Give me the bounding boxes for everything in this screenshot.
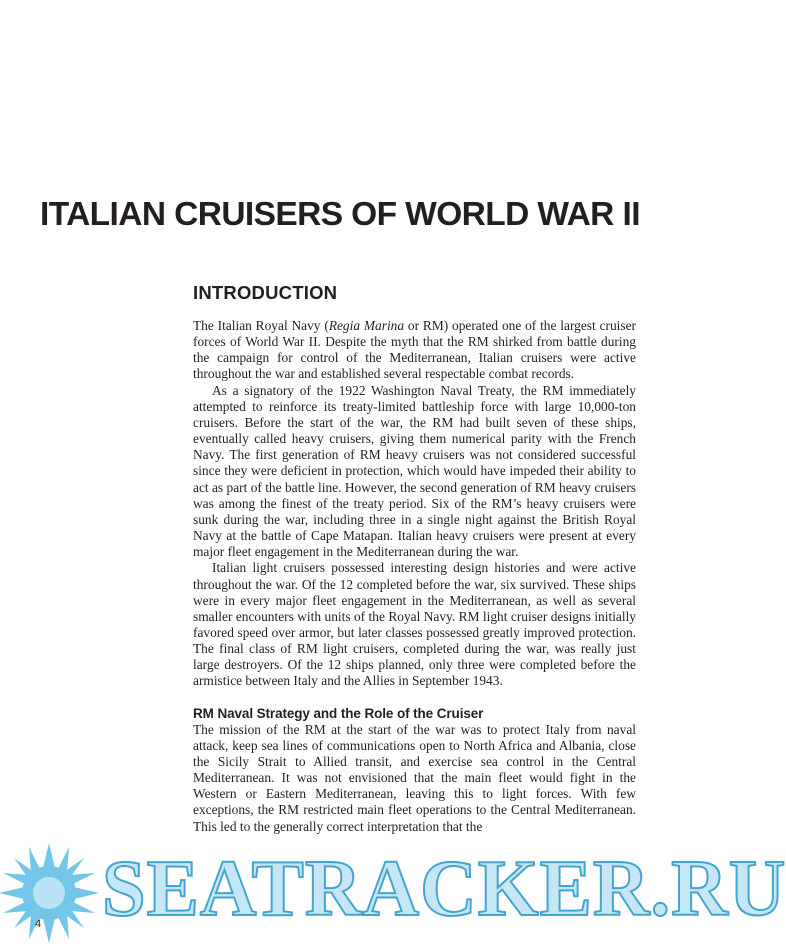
- intro-paragraph-1: [193, 318, 636, 383]
- intro-p1-text-b: or RM) operated one of the largest cruiser forces of World War II. Despite the myth that the RM shirked from battle during the campaign for control of the Mediterranean, Italian cruisers were active throughout the war and established several respectable combat records.: [193, 318, 636, 382]
- article-body: [193, 282, 636, 835]
- sun-logo-icon: [0, 838, 104, 948]
- section-heading-introduction: INTRODUCTION: [193, 282, 338, 303]
- intro-paragraph-2: As a signatory of the 1922 Washington Naval Treaty, the RM immediately attempted to reinforce its treaty-limited battleship force with large 10,000-ton cruisers. Before the start of the war, the RM had built seven of these ships, eventually called heavy cruisers, giving them numerical parity with the French Navy. The first generation of RM heavy cruisers was not considered successful since they were deficient in protection, which would have impeded their ability to act as part of the battle line. However, the second generation of RM heavy cruisers was among the finest of the treaty period. Six of the RM’s heavy cruisers were sunk during the war, including three in a single night against the British Royal Navy at the battle of Cape Matapan. Italian heavy cruisers were present at every major fleet engagement in the Mediterranean during the war.: [193, 382, 636, 560]
- seatracker-watermark: SEATRACKER.RU: [102, 845, 786, 933]
- chapter-title: ITALIAN CRUISERS OF WORLD WAR II: [40, 196, 640, 233]
- page-number: 4: [35, 918, 42, 930]
- intro-paragraph-3: Italian light cruisers possessed interesting design histories and were active throughout the war. Of the 12 completed before the war, six survived. These ships were in every major fleet engagement in the Mediterranean, as well as several smaller encounters with units of the Royal Navy. RM light cruiser designs initially favored speed over armor, but later classes possessed greatly improved protection. The final class of RM light cruisers, completed during the war, was really just large destroyers. Of the 12 ships planned, only three were completed before the armistice between Italy and the Allies in September 1943.: [193, 560, 636, 689]
- subsection-heading-naval-strategy: RM Naval Strategy and the Role of the Cruiser: [193, 705, 484, 721]
- strategy-paragraph-1: The mission of the RM at the start of the war was to protect Italy from naval attack, keep sea lines of communications open to North Africa and Albania, close the Sicily Strait to Allied transit, and exercise sea control in the Central Mediterranean. It was not envisioned that the main fleet would fight in the Western or Eastern Mediterranean, leaving this to light forces. With few exceptions, the RM restricted main fleet operations to the Central Mediterranean. This led to the generally correct interpretation that the: [193, 721, 636, 834]
- regia-marina-term: Regia Marina: [328, 318, 405, 333]
- intro-p1-text-a: The Italian Royal Navy (: [193, 318, 329, 333]
